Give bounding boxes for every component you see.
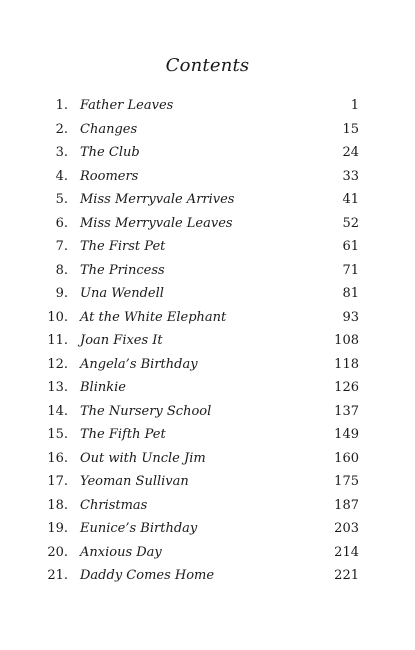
chapter-page-number: 160 xyxy=(334,450,359,466)
toc-entry xyxy=(0,165,415,189)
chapter-page-number: 52 xyxy=(342,215,359,231)
chapter-page-number: 126 xyxy=(334,380,359,395)
chapter-title: Out with Uncle Jim xyxy=(80,450,206,466)
chapter-page-number: 175 xyxy=(334,474,359,489)
chapter-page-number: 137 xyxy=(334,403,359,419)
chapter-number: 3. xyxy=(55,145,68,160)
toc-entry xyxy=(0,447,415,471)
chapter-number: 4. xyxy=(55,168,68,184)
chapter-number: 19. xyxy=(47,521,68,536)
chapter-title: Yeoman Sullivan xyxy=(80,474,189,489)
chapter-page-number: 118 xyxy=(334,356,359,372)
toc-entry xyxy=(0,235,415,259)
chapter-page-number: 24 xyxy=(342,145,359,160)
chapter-number: 11. xyxy=(47,333,68,348)
chapter-page-number: 1 xyxy=(350,98,359,113)
chapter-title: Father Leaves xyxy=(80,98,174,113)
toc-entry xyxy=(0,423,415,447)
chapter-page-number: 41 xyxy=(342,192,359,207)
chapter-number: 12. xyxy=(47,356,68,372)
chapter-title: Blinkie xyxy=(80,380,126,395)
chapter-page-number: 203 xyxy=(334,521,359,536)
chapter-page-number: 15 xyxy=(342,121,359,137)
toc-entry xyxy=(0,329,415,353)
chapter-number: 5. xyxy=(55,192,68,207)
chapter-number: 20. xyxy=(47,544,68,560)
chapter-number: 16. xyxy=(47,450,68,466)
chapter-number: 17. xyxy=(47,474,68,489)
chapter-page-number: 187 xyxy=(334,497,359,513)
toc-entry xyxy=(0,188,415,212)
chapter-number: 10. xyxy=(47,309,68,325)
chapter-title: The Nursery School xyxy=(80,403,212,419)
toc-entry xyxy=(0,306,415,330)
toc-entry xyxy=(0,118,415,142)
chapter-number: 13. xyxy=(47,380,68,395)
toc-entry xyxy=(0,564,415,588)
chapter-number: 6. xyxy=(55,215,68,231)
chapter-title: Christmas xyxy=(80,497,148,513)
chapter-title: The First Pet xyxy=(80,239,166,254)
chapter-title: The Club xyxy=(80,145,140,160)
toc-entry xyxy=(0,282,415,306)
toc-entry xyxy=(0,353,415,377)
toc-entry xyxy=(0,470,415,494)
chapter-number: 1. xyxy=(55,98,68,113)
contents-heading: Contents xyxy=(165,55,250,76)
chapter-number: 15. xyxy=(47,427,68,442)
chapter-title: Daddy Comes Home xyxy=(80,568,215,583)
chapter-page-number: 61 xyxy=(342,239,359,254)
chapter-page-number: 214 xyxy=(334,544,359,560)
toc-entry xyxy=(0,94,415,118)
toc-entry xyxy=(0,376,415,400)
toc-entry xyxy=(0,541,415,565)
chapter-page-number: 221 xyxy=(334,568,359,583)
chapter-title: Anxious Day xyxy=(80,544,162,560)
chapter-number: 7. xyxy=(55,239,68,254)
toc-entry xyxy=(0,212,415,236)
chapter-page-number: 33 xyxy=(342,168,359,184)
toc-entry xyxy=(0,141,415,165)
chapter-number: 14. xyxy=(47,403,68,419)
table-of-contents xyxy=(0,94,415,588)
toc-entry xyxy=(0,494,415,518)
chapter-title: Miss Merryvale Leaves xyxy=(80,215,233,231)
chapter-title: Changes xyxy=(80,121,138,137)
chapter-title: Joan Fixes It xyxy=(80,333,163,348)
chapter-page-number: 71 xyxy=(342,262,359,278)
chapter-title: Miss Merryvale Arrives xyxy=(80,192,235,207)
chapter-title: Eunice’s Birthday xyxy=(80,521,198,536)
chapter-page-number: 93 xyxy=(342,309,359,325)
chapter-title: Una Wendell xyxy=(80,286,164,301)
chapter-number: 8. xyxy=(55,262,68,278)
chapter-title: The Princess xyxy=(80,262,165,278)
chapter-number: 18. xyxy=(47,497,68,513)
chapter-title: Angela’s Birthday xyxy=(80,356,198,372)
toc-entry xyxy=(0,517,415,541)
chapter-title: At the White Elephant xyxy=(80,309,227,325)
chapter-number: 9. xyxy=(55,286,68,301)
toc-entry xyxy=(0,259,415,283)
chapter-title: The Fifth Pet xyxy=(80,427,166,442)
chapter-page-number: 81 xyxy=(342,286,359,301)
chapter-page-number: 149 xyxy=(334,427,359,442)
toc-entry xyxy=(0,400,415,424)
chapter-page-number: 108 xyxy=(334,333,359,348)
chapter-number: 2. xyxy=(55,121,68,137)
chapter-title: Roomers xyxy=(80,168,139,184)
chapter-number: 21. xyxy=(47,568,68,583)
